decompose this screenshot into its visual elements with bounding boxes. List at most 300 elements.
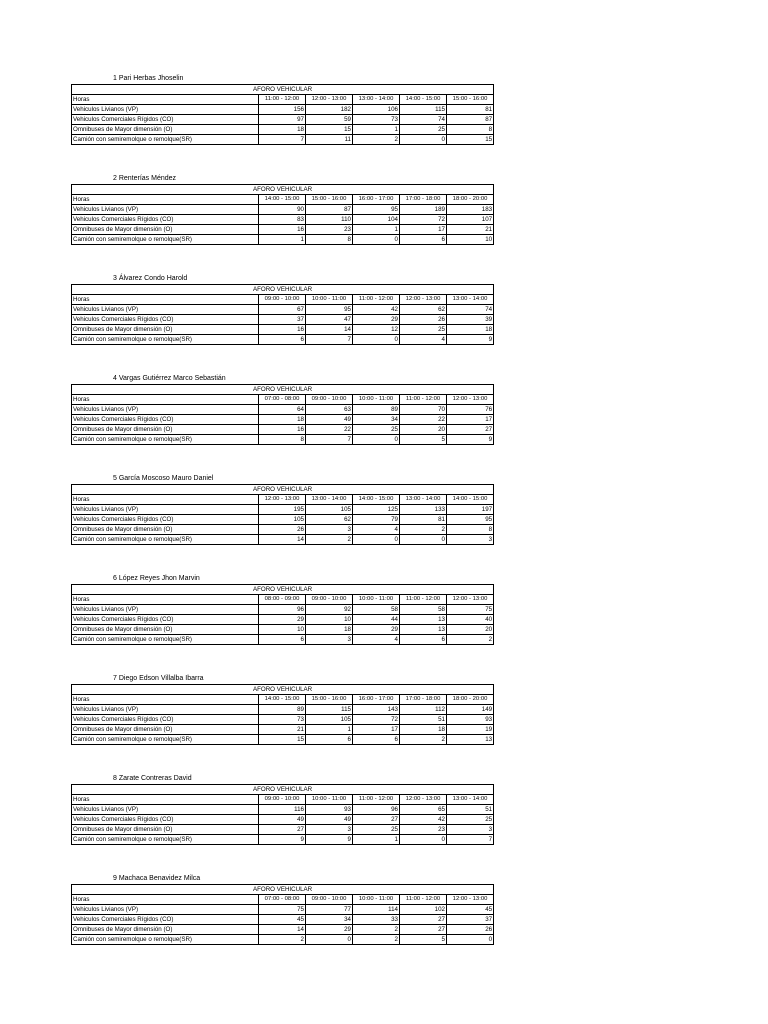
aforo-table xyxy=(71,184,494,245)
count-cell: 6 xyxy=(400,235,447,245)
count-cell: 18 xyxy=(259,415,306,425)
row-semiremolque xyxy=(72,535,494,545)
count-cell: 10 xyxy=(447,235,494,245)
category-label: Vehiculos Livianos (VP) xyxy=(72,605,259,615)
hours-label: Horas xyxy=(72,695,259,705)
hour-cell: 12:00 - 13:00 xyxy=(447,595,494,605)
count-cell: 189 xyxy=(400,205,447,215)
count-cell: 29 xyxy=(259,615,306,625)
hours-label: Horas xyxy=(72,895,259,905)
table-caption: AFORO VEHICULAR xyxy=(72,385,494,395)
hour-cell: 09:00 - 10:00 xyxy=(306,395,353,405)
aforo-block-2 xyxy=(71,174,493,274)
category-label: Omnibuses de Mayor dimensión (O) xyxy=(72,725,259,735)
block-title: 4 Vargas Gutiérrez Marco Sebastián xyxy=(113,375,226,382)
count-cell: 2 xyxy=(353,135,400,145)
hour-cell: 12:00 - 13:00 xyxy=(447,395,494,405)
hours-label: Horas xyxy=(72,95,259,105)
count-cell: 81 xyxy=(400,515,447,525)
count-cell: 0 xyxy=(353,435,400,445)
count-cell: 6 xyxy=(353,735,400,745)
caption-row xyxy=(72,285,494,295)
hours-row xyxy=(72,795,494,805)
count-cell: 125 xyxy=(353,505,400,515)
row-livianos xyxy=(72,305,494,315)
hour-cell: 15:00 - 16:00 xyxy=(306,195,353,205)
aforo-table xyxy=(71,684,494,745)
count-cell: 45 xyxy=(259,915,306,925)
hour-cell: 11:00 - 12:00 xyxy=(353,295,400,305)
hour-cell: 11:00 - 12:00 xyxy=(400,595,447,605)
row-livianos xyxy=(72,605,494,615)
count-cell: 2 xyxy=(400,735,447,745)
count-cell: 182 xyxy=(306,105,353,115)
count-cell: 44 xyxy=(353,615,400,625)
count-cell: 5 xyxy=(400,935,447,945)
hours-row xyxy=(72,95,494,105)
category-label: Omnibuses de Mayor dimensión (O) xyxy=(72,125,259,135)
count-cell: 27 xyxy=(353,815,400,825)
row-livianos xyxy=(72,805,494,815)
count-cell: 73 xyxy=(353,115,400,125)
count-cell: 79 xyxy=(353,515,400,525)
hours-label: Horas xyxy=(72,195,259,205)
count-cell: 2 xyxy=(353,925,400,935)
count-cell: 27 xyxy=(259,825,306,835)
aforo-block-3 xyxy=(71,274,493,374)
count-cell: 1 xyxy=(306,725,353,735)
hours-label: Horas xyxy=(72,595,259,605)
count-cell: 0 xyxy=(400,835,447,845)
block-title: 2 Renterías Méndez xyxy=(113,175,177,182)
row-semiremolque xyxy=(72,735,494,745)
category-label: Omnibuses de Mayor dimensión (O) xyxy=(72,625,259,635)
count-cell: 104 xyxy=(353,215,400,225)
spreadsheet-sheet xyxy=(71,74,493,974)
hour-cell: 08:00 - 09:00 xyxy=(259,595,306,605)
hour-cell: 10:00 - 11:00 xyxy=(306,295,353,305)
hour-cell: 10:00 - 11:00 xyxy=(353,895,400,905)
count-cell: 15 xyxy=(306,125,353,135)
count-cell: 96 xyxy=(353,805,400,815)
row-semiremolque xyxy=(72,935,494,945)
count-cell: 6 xyxy=(306,735,353,745)
count-cell: 95 xyxy=(353,205,400,215)
count-cell: 21 xyxy=(259,725,306,735)
count-cell: 21 xyxy=(447,225,494,235)
category-label: Vehiculos Comerciales Rígidos (CO) xyxy=(72,315,259,325)
count-cell: 0 xyxy=(400,535,447,545)
count-cell: 116 xyxy=(259,805,306,815)
row-comerciales xyxy=(72,315,494,325)
count-cell: 26 xyxy=(400,315,447,325)
table-caption: AFORO VEHICULAR xyxy=(72,685,494,695)
caption-row xyxy=(72,885,494,895)
table-caption: AFORO VEHICULAR xyxy=(72,485,494,495)
count-cell: 95 xyxy=(447,515,494,525)
count-cell: 1 xyxy=(353,225,400,235)
row-omnibuses xyxy=(72,225,494,235)
count-cell: 18 xyxy=(306,625,353,635)
category-label: Camión con semiremolque o remolque(SR) xyxy=(72,235,259,245)
count-cell: 83 xyxy=(259,215,306,225)
count-cell: 22 xyxy=(400,415,447,425)
category-label: Vehiculos Comerciales Rígidos (CO) xyxy=(72,715,259,725)
caption-row xyxy=(72,85,494,95)
count-cell: 110 xyxy=(306,215,353,225)
count-cell: 17 xyxy=(400,225,447,235)
category-label: Vehiculos Comerciales Rígidos (CO) xyxy=(72,815,259,825)
row-omnibuses xyxy=(72,825,494,835)
count-cell: 115 xyxy=(306,705,353,715)
count-cell: 156 xyxy=(259,105,306,115)
hours-row xyxy=(72,395,494,405)
row-livianos xyxy=(72,505,494,515)
aforo-table xyxy=(71,484,494,545)
row-omnibuses xyxy=(72,525,494,535)
hour-cell: 12:00 - 13:00 xyxy=(447,895,494,905)
hour-cell: 10:00 - 11:00 xyxy=(306,795,353,805)
count-cell: 5 xyxy=(400,435,447,445)
row-comerciales xyxy=(72,815,494,825)
count-cell: 92 xyxy=(306,605,353,615)
count-cell: 20 xyxy=(400,425,447,435)
hour-cell: 14:00 - 15:00 xyxy=(400,95,447,105)
count-cell: 27 xyxy=(400,915,447,925)
hours-label: Horas xyxy=(72,495,259,505)
count-cell: 75 xyxy=(447,605,494,615)
count-cell: 0 xyxy=(306,935,353,945)
count-cell: 23 xyxy=(400,825,447,835)
row-livianos xyxy=(72,205,494,215)
count-cell: 2 xyxy=(400,525,447,535)
count-cell: 7 xyxy=(306,335,353,345)
count-cell: 25 xyxy=(353,425,400,435)
count-cell: 114 xyxy=(353,905,400,915)
count-cell: 27 xyxy=(400,925,447,935)
hour-cell: 14:00 - 15:00 xyxy=(259,195,306,205)
hour-cell: 16:00 - 17:00 xyxy=(353,695,400,705)
count-cell: 97 xyxy=(259,115,306,125)
row-livianos xyxy=(72,105,494,115)
hours-row xyxy=(72,495,494,505)
row-semiremolque xyxy=(72,635,494,645)
count-cell: 19 xyxy=(447,725,494,735)
aforo-block-7 xyxy=(71,674,493,774)
count-cell: 93 xyxy=(306,805,353,815)
table-caption: AFORO VEHICULAR xyxy=(72,285,494,295)
row-semiremolque xyxy=(72,335,494,345)
hours-row xyxy=(72,295,494,305)
count-cell: 7 xyxy=(259,135,306,145)
count-cell: 1 xyxy=(353,835,400,845)
row-comerciales xyxy=(72,615,494,625)
count-cell: 63 xyxy=(306,405,353,415)
count-cell: 89 xyxy=(353,405,400,415)
hour-cell: 07:00 - 08:00 xyxy=(259,395,306,405)
category-label: Vehiculos Livianos (VP) xyxy=(72,405,259,415)
count-cell: 18 xyxy=(400,725,447,735)
count-cell: 4 xyxy=(400,335,447,345)
hours-label: Horas xyxy=(72,295,259,305)
category-label: Omnibuses de Mayor dimensión (O) xyxy=(72,325,259,335)
row-semiremolque xyxy=(72,135,494,145)
count-cell: 87 xyxy=(306,205,353,215)
caption-row xyxy=(72,785,494,795)
count-cell: 90 xyxy=(259,205,306,215)
count-cell: 58 xyxy=(353,605,400,615)
aforo-block-8 xyxy=(71,774,493,874)
count-cell: 51 xyxy=(447,805,494,815)
count-cell: 8 xyxy=(447,125,494,135)
count-cell: 3 xyxy=(306,825,353,835)
row-semiremolque xyxy=(72,835,494,845)
table-caption: AFORO VEHICULAR xyxy=(72,885,494,895)
hour-cell: 12:00 - 13:00 xyxy=(400,795,447,805)
count-cell: 40 xyxy=(447,615,494,625)
count-cell: 26 xyxy=(259,525,306,535)
count-cell: 6 xyxy=(259,635,306,645)
count-cell: 3 xyxy=(447,535,494,545)
count-cell: 45 xyxy=(447,905,494,915)
count-cell: 197 xyxy=(447,505,494,515)
count-cell: 13 xyxy=(400,615,447,625)
category-label: Camión con semiremolque o remolque(SR) xyxy=(72,335,259,345)
category-label: Camión con semiremolque o remolque(SR) xyxy=(72,635,259,645)
count-cell: 0 xyxy=(400,135,447,145)
count-cell: 49 xyxy=(259,815,306,825)
hour-cell: 13:00 - 14:00 xyxy=(400,495,447,505)
row-comerciales xyxy=(72,115,494,125)
count-cell: 14 xyxy=(259,535,306,545)
count-cell: 49 xyxy=(306,815,353,825)
hour-cell: 12:00 - 13:00 xyxy=(259,495,306,505)
hour-cell: 07:00 - 08:00 xyxy=(259,895,306,905)
count-cell: 13 xyxy=(447,735,494,745)
count-cell: 26 xyxy=(447,925,494,935)
row-comerciales xyxy=(72,515,494,525)
category-label: Vehiculos Livianos (VP) xyxy=(72,805,259,815)
hour-cell: 18:00 - 20:00 xyxy=(447,695,494,705)
count-cell: 11 xyxy=(306,135,353,145)
count-cell: 16 xyxy=(259,325,306,335)
count-cell: 49 xyxy=(306,415,353,425)
count-cell: 0 xyxy=(353,235,400,245)
count-cell: 70 xyxy=(400,405,447,415)
hour-cell: 09:00 - 10:00 xyxy=(259,795,306,805)
category-label: Omnibuses de Mayor dimensión (O) xyxy=(72,525,259,535)
hours-row xyxy=(72,695,494,705)
count-cell: 0 xyxy=(447,935,494,945)
block-title: 6 López Reyes Jhon Marvin xyxy=(113,575,200,582)
caption-row xyxy=(72,485,494,495)
hour-cell: 13:00 - 14:00 xyxy=(306,495,353,505)
count-cell: 62 xyxy=(306,515,353,525)
category-label: Vehiculos Livianos (VP) xyxy=(72,505,259,515)
category-label: Vehiculos Livianos (VP) xyxy=(72,705,259,715)
hours-row xyxy=(72,895,494,905)
hour-cell: 14:00 - 15:00 xyxy=(447,495,494,505)
row-omnibuses xyxy=(72,625,494,635)
category-label: Camión con semiremolque o remolque(SR) xyxy=(72,435,259,445)
count-cell: 29 xyxy=(353,315,400,325)
hour-cell: 11:00 - 12:00 xyxy=(400,395,447,405)
count-cell: 64 xyxy=(259,405,306,415)
count-cell: 33 xyxy=(353,915,400,925)
count-cell: 96 xyxy=(259,605,306,615)
count-cell: 3 xyxy=(306,635,353,645)
count-cell: 73 xyxy=(259,715,306,725)
count-cell: 17 xyxy=(353,725,400,735)
hour-cell: 18:00 - 20:00 xyxy=(447,195,494,205)
count-cell: 18 xyxy=(447,325,494,335)
hour-cell: 10:00 - 11:00 xyxy=(353,395,400,405)
table-caption: AFORO VEHICULAR xyxy=(72,785,494,795)
count-cell: 27 xyxy=(447,425,494,435)
hour-cell: 09:00 - 10:00 xyxy=(306,595,353,605)
hour-cell: 14:00 - 15:00 xyxy=(353,495,400,505)
count-cell: 18 xyxy=(259,125,306,135)
count-cell: 7 xyxy=(306,435,353,445)
count-cell: 3 xyxy=(447,825,494,835)
aforo-table xyxy=(71,284,494,345)
count-cell: 15 xyxy=(259,735,306,745)
category-label: Omnibuses de Mayor dimensión (O) xyxy=(72,925,259,935)
count-cell: 25 xyxy=(353,825,400,835)
category-label: Vehiculos Comerciales Rígidos (CO) xyxy=(72,515,259,525)
row-comerciales xyxy=(72,415,494,425)
count-cell: 105 xyxy=(306,505,353,515)
category-label: Camión con semiremolque o remolque(SR) xyxy=(72,535,259,545)
count-cell: 47 xyxy=(306,315,353,325)
count-cell: 42 xyxy=(400,815,447,825)
count-cell: 8 xyxy=(259,435,306,445)
count-cell: 93 xyxy=(447,715,494,725)
category-label: Vehiculos Comerciales Rígidos (CO) xyxy=(72,115,259,125)
row-comerciales xyxy=(72,215,494,225)
count-cell: 15 xyxy=(447,135,494,145)
count-cell: 14 xyxy=(259,925,306,935)
hour-cell: 11:00 - 12:00 xyxy=(259,95,306,105)
aforo-block-5 xyxy=(71,474,493,574)
hour-cell: 09:00 - 10:00 xyxy=(259,295,306,305)
count-cell: 2 xyxy=(306,535,353,545)
category-label: Camión con semiremolque o remolque(SR) xyxy=(72,135,259,145)
count-cell: 74 xyxy=(447,305,494,315)
count-cell: 29 xyxy=(353,625,400,635)
count-cell: 9 xyxy=(447,435,494,445)
aforo-table xyxy=(71,884,494,945)
count-cell: 115 xyxy=(400,105,447,115)
count-cell: 10 xyxy=(259,625,306,635)
count-cell: 183 xyxy=(447,205,494,215)
count-cell: 143 xyxy=(353,705,400,715)
table-caption: AFORO VEHICULAR xyxy=(72,585,494,595)
hour-cell: 13:00 - 14:00 xyxy=(447,295,494,305)
hours-label: Horas xyxy=(72,795,259,805)
count-cell: 6 xyxy=(400,635,447,645)
count-cell: 10 xyxy=(306,615,353,625)
category-label: Vehiculos Livianos (VP) xyxy=(72,205,259,215)
caption-row xyxy=(72,685,494,695)
count-cell: 107 xyxy=(447,215,494,225)
hours-label: Horas xyxy=(72,395,259,405)
count-cell: 102 xyxy=(400,905,447,915)
count-cell: 149 xyxy=(447,705,494,715)
hour-cell: 12:00 - 13:00 xyxy=(400,295,447,305)
category-label: Vehiculos Comerciales Rígidos (CO) xyxy=(72,915,259,925)
table-caption: AFORO VEHICULAR xyxy=(72,85,494,95)
block-title: 5 García Moscoso Mauro Daniel xyxy=(113,475,214,482)
aforo-block-4 xyxy=(71,374,493,474)
aforo-table xyxy=(71,84,494,145)
count-cell: 105 xyxy=(306,715,353,725)
count-cell: 2 xyxy=(259,935,306,945)
hour-cell: 12:00 - 13:00 xyxy=(306,95,353,105)
count-cell: 106 xyxy=(353,105,400,115)
count-cell: 12 xyxy=(353,325,400,335)
category-label: Vehiculos Livianos (VP) xyxy=(72,905,259,915)
count-cell: 16 xyxy=(259,225,306,235)
block-title: 7 Diego Edson Villalba Ibarra xyxy=(113,675,204,682)
count-cell: 67 xyxy=(259,305,306,315)
count-cell: 34 xyxy=(353,415,400,425)
row-omnibuses xyxy=(72,425,494,435)
category-label: Omnibuses de Mayor dimensión (O) xyxy=(72,425,259,435)
count-cell: 2 xyxy=(353,935,400,945)
count-cell: 25 xyxy=(400,325,447,335)
count-cell: 74 xyxy=(400,115,447,125)
count-cell: 62 xyxy=(400,305,447,315)
count-cell: 13 xyxy=(400,625,447,635)
caption-row xyxy=(72,585,494,595)
count-cell: 8 xyxy=(306,235,353,245)
count-cell: 95 xyxy=(306,305,353,315)
count-cell: 37 xyxy=(447,915,494,925)
hour-cell: 15:00 - 16:00 xyxy=(447,95,494,105)
aforo-table xyxy=(71,584,494,645)
row-omnibuses xyxy=(72,925,494,935)
block-title: 9 Machaca Benavidez Milca xyxy=(113,875,201,882)
category-label: Camión con semiremolque o remolque(SR) xyxy=(72,835,259,845)
count-cell: 4 xyxy=(353,525,400,535)
hour-cell: 10:00 - 11:00 xyxy=(353,595,400,605)
count-cell: 8 xyxy=(447,525,494,535)
count-cell: 195 xyxy=(259,505,306,515)
aforo-table xyxy=(71,784,494,845)
count-cell: 7 xyxy=(447,835,494,845)
count-cell: 14 xyxy=(306,325,353,335)
count-cell: 25 xyxy=(447,815,494,825)
hour-cell: 17:00 - 18:00 xyxy=(400,195,447,205)
row-omnibuses xyxy=(72,125,494,135)
count-cell: 29 xyxy=(306,925,353,935)
count-cell: 1 xyxy=(259,235,306,245)
count-cell: 42 xyxy=(353,305,400,315)
count-cell: 16 xyxy=(259,425,306,435)
block-title: 8 Zarate Contreras David xyxy=(113,775,192,782)
count-cell: 77 xyxy=(306,905,353,915)
count-cell: 105 xyxy=(259,515,306,525)
count-cell: 39 xyxy=(447,315,494,325)
count-cell: 87 xyxy=(447,115,494,125)
count-cell: 20 xyxy=(447,625,494,635)
count-cell: 34 xyxy=(306,915,353,925)
table-caption: AFORO VEHICULAR xyxy=(72,185,494,195)
hour-cell: 13:00 - 14:00 xyxy=(447,795,494,805)
count-cell: 76 xyxy=(447,405,494,415)
count-cell: 59 xyxy=(306,115,353,125)
